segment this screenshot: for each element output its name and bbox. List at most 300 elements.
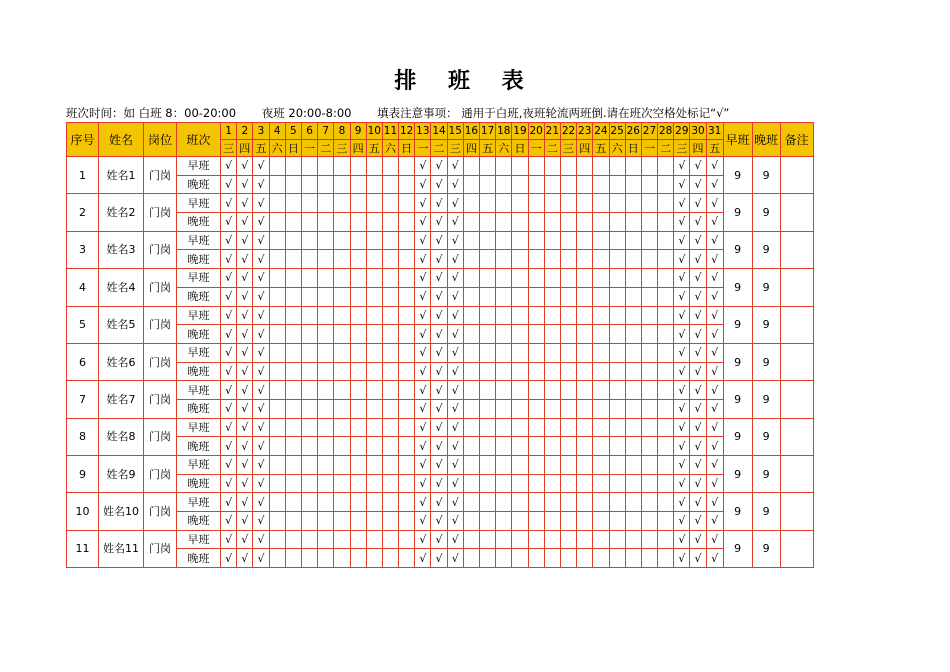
day-cell[interactable]	[480, 194, 496, 213]
day-cell[interactable]	[658, 306, 674, 325]
day-cell[interactable]	[301, 474, 317, 493]
day-cell[interactable]	[463, 418, 479, 437]
day-cell[interactable]: √	[447, 362, 463, 381]
day-cell[interactable]	[609, 343, 625, 362]
day-cell[interactable]	[496, 175, 512, 194]
day-cell[interactable]	[625, 194, 641, 213]
day-cell[interactable]: √	[447, 287, 463, 306]
day-cell[interactable]	[350, 530, 366, 549]
day-cell[interactable]: √	[253, 512, 269, 531]
day-cell[interactable]: √	[674, 269, 690, 288]
day-cell[interactable]	[269, 250, 285, 269]
day-cell[interactable]	[269, 194, 285, 213]
day-cell[interactable]	[528, 343, 544, 362]
day-cell[interactable]	[480, 399, 496, 418]
day-cell[interactable]	[512, 325, 528, 344]
day-cell[interactable]	[382, 269, 398, 288]
day-cell[interactable]	[577, 306, 593, 325]
day-cell[interactable]	[350, 287, 366, 306]
day-cell[interactable]	[366, 399, 382, 418]
day-cell[interactable]	[463, 437, 479, 456]
day-cell[interactable]	[301, 157, 317, 176]
day-cell[interactable]	[496, 213, 512, 232]
day-cell[interactable]: √	[221, 175, 237, 194]
day-cell[interactable]	[544, 250, 560, 269]
day-cell[interactable]: √	[221, 456, 237, 475]
day-cell[interactable]	[577, 493, 593, 512]
day-cell[interactable]	[350, 343, 366, 362]
day-cell[interactable]	[625, 306, 641, 325]
day-cell[interactable]	[560, 362, 576, 381]
day-cell[interactable]: √	[237, 418, 253, 437]
day-cell[interactable]: √	[674, 381, 690, 400]
day-cell[interactable]	[285, 399, 301, 418]
day-cell[interactable]	[366, 381, 382, 400]
day-cell[interactable]	[463, 194, 479, 213]
day-cell[interactable]: √	[431, 250, 447, 269]
day-cell[interactable]	[382, 306, 398, 325]
day-cell[interactable]: √	[415, 362, 431, 381]
day-cell[interactable]	[496, 306, 512, 325]
day-cell[interactable]	[512, 512, 528, 531]
day-cell[interactable]	[512, 437, 528, 456]
day-cell[interactable]: √	[690, 343, 706, 362]
day-cell[interactable]: √	[674, 456, 690, 475]
day-cell[interactable]: √	[221, 343, 237, 362]
remarks-cell[interactable]	[780, 306, 813, 343]
day-cell[interactable]	[593, 269, 609, 288]
day-cell[interactable]	[463, 362, 479, 381]
day-cell[interactable]	[528, 250, 544, 269]
day-cell[interactable]: √	[690, 362, 706, 381]
day-cell[interactable]: √	[447, 474, 463, 493]
day-cell[interactable]	[577, 549, 593, 568]
day-cell[interactable]	[641, 325, 657, 344]
day-cell[interactable]: √	[237, 157, 253, 176]
day-cell[interactable]	[366, 362, 382, 381]
day-cell[interactable]	[463, 493, 479, 512]
day-cell[interactable]: √	[221, 362, 237, 381]
day-cell[interactable]	[366, 194, 382, 213]
day-cell[interactable]	[641, 474, 657, 493]
day-cell[interactable]	[658, 287, 674, 306]
day-cell[interactable]	[625, 437, 641, 456]
day-cell[interactable]	[269, 549, 285, 568]
day-cell[interactable]	[382, 213, 398, 232]
day-cell[interactable]	[593, 362, 609, 381]
day-cell[interactable]	[334, 213, 350, 232]
day-cell[interactable]	[609, 418, 625, 437]
day-cell[interactable]	[463, 306, 479, 325]
day-cell[interactable]	[641, 213, 657, 232]
day-cell[interactable]	[382, 437, 398, 456]
day-cell[interactable]: √	[447, 269, 463, 288]
day-cell[interactable]	[399, 306, 415, 325]
day-cell[interactable]: √	[253, 381, 269, 400]
day-cell[interactable]	[318, 549, 334, 568]
day-cell[interactable]	[399, 194, 415, 213]
day-cell[interactable]	[366, 231, 382, 250]
day-cell[interactable]	[399, 437, 415, 456]
day-cell[interactable]	[577, 456, 593, 475]
day-cell[interactable]	[641, 194, 657, 213]
day-cell[interactable]: √	[221, 437, 237, 456]
day-cell[interactable]: √	[674, 530, 690, 549]
day-cell[interactable]: √	[237, 287, 253, 306]
day-cell[interactable]	[382, 549, 398, 568]
day-cell[interactable]: √	[237, 213, 253, 232]
day-cell[interactable]	[318, 250, 334, 269]
remarks-cell[interactable]	[780, 231, 813, 268]
remarks-cell[interactable]	[780, 530, 813, 567]
day-cell[interactable]: √	[447, 306, 463, 325]
day-cell[interactable]	[577, 418, 593, 437]
day-cell[interactable]	[318, 381, 334, 400]
day-cell[interactable]	[496, 157, 512, 176]
day-cell[interactable]: √	[415, 213, 431, 232]
day-cell[interactable]: √	[253, 306, 269, 325]
day-cell[interactable]	[350, 325, 366, 344]
day-cell[interactable]: √	[237, 456, 253, 475]
day-cell[interactable]: √	[447, 399, 463, 418]
day-cell[interactable]	[577, 175, 593, 194]
day-cell[interactable]	[480, 381, 496, 400]
day-cell[interactable]	[350, 175, 366, 194]
day-cell[interactable]: √	[690, 175, 706, 194]
day-cell[interactable]	[382, 287, 398, 306]
day-cell[interactable]	[560, 549, 576, 568]
day-cell[interactable]	[560, 343, 576, 362]
day-cell[interactable]: √	[237, 362, 253, 381]
day-cell[interactable]: √	[237, 493, 253, 512]
day-cell[interactable]	[350, 399, 366, 418]
day-cell[interactable]	[334, 437, 350, 456]
day-cell[interactable]: √	[221, 157, 237, 176]
day-cell[interactable]: √	[690, 381, 706, 400]
day-cell[interactable]	[658, 512, 674, 531]
day-cell[interactable]	[318, 474, 334, 493]
day-cell[interactable]	[560, 418, 576, 437]
day-cell[interactable]: √	[690, 157, 706, 176]
day-cell[interactable]	[382, 456, 398, 475]
day-cell[interactable]	[560, 194, 576, 213]
day-cell[interactable]: √	[706, 418, 723, 437]
day-cell[interactable]: √	[415, 530, 431, 549]
day-cell[interactable]	[641, 306, 657, 325]
day-cell[interactable]	[399, 399, 415, 418]
day-cell[interactable]	[480, 269, 496, 288]
day-cell[interactable]: √	[415, 269, 431, 288]
day-cell[interactable]	[544, 493, 560, 512]
day-cell[interactable]	[463, 287, 479, 306]
day-cell[interactable]	[480, 474, 496, 493]
day-cell[interactable]	[593, 493, 609, 512]
day-cell[interactable]	[463, 175, 479, 194]
day-cell[interactable]: √	[415, 456, 431, 475]
day-cell[interactable]	[480, 456, 496, 475]
day-cell[interactable]	[496, 250, 512, 269]
day-cell[interactable]: √	[706, 175, 723, 194]
day-cell[interactable]	[577, 399, 593, 418]
day-cell[interactable]	[560, 269, 576, 288]
day-cell[interactable]: √	[674, 362, 690, 381]
day-cell[interactable]	[285, 437, 301, 456]
day-cell[interactable]	[658, 381, 674, 400]
day-cell[interactable]	[528, 194, 544, 213]
day-cell[interactable]: √	[237, 194, 253, 213]
day-cell[interactable]	[528, 399, 544, 418]
day-cell[interactable]	[399, 287, 415, 306]
day-cell[interactable]	[577, 343, 593, 362]
day-cell[interactable]: √	[431, 418, 447, 437]
day-cell[interactable]: √	[237, 381, 253, 400]
day-cell[interactable]	[285, 362, 301, 381]
day-cell[interactable]	[609, 474, 625, 493]
day-cell[interactable]	[496, 493, 512, 512]
day-cell[interactable]	[463, 213, 479, 232]
day-cell[interactable]: √	[674, 194, 690, 213]
day-cell[interactable]	[577, 437, 593, 456]
day-cell[interactable]	[577, 362, 593, 381]
day-cell[interactable]: √	[415, 250, 431, 269]
day-cell[interactable]: √	[674, 437, 690, 456]
day-cell[interactable]	[301, 269, 317, 288]
day-cell[interactable]: √	[690, 399, 706, 418]
day-cell[interactable]: √	[674, 306, 690, 325]
day-cell[interactable]	[382, 362, 398, 381]
day-cell[interactable]	[658, 549, 674, 568]
day-cell[interactable]: √	[237, 549, 253, 568]
day-cell[interactable]	[658, 269, 674, 288]
day-cell[interactable]	[480, 213, 496, 232]
day-cell[interactable]	[625, 530, 641, 549]
day-cell[interactable]	[269, 493, 285, 512]
day-cell[interactable]	[593, 194, 609, 213]
day-cell[interactable]	[512, 194, 528, 213]
day-cell[interactable]	[382, 399, 398, 418]
day-cell[interactable]	[480, 493, 496, 512]
day-cell[interactable]	[399, 157, 415, 176]
day-cell[interactable]	[463, 512, 479, 531]
day-cell[interactable]: √	[706, 157, 723, 176]
day-cell[interactable]	[625, 399, 641, 418]
day-cell[interactable]	[334, 231, 350, 250]
day-cell[interactable]	[301, 306, 317, 325]
day-cell[interactable]	[480, 418, 496, 437]
day-cell[interactable]	[269, 175, 285, 194]
day-cell[interactable]	[641, 549, 657, 568]
day-cell[interactable]	[285, 194, 301, 213]
day-cell[interactable]	[318, 231, 334, 250]
day-cell[interactable]	[366, 325, 382, 344]
day-cell[interactable]	[496, 325, 512, 344]
day-cell[interactable]	[641, 157, 657, 176]
day-cell[interactable]: √	[447, 157, 463, 176]
day-cell[interactable]: √	[431, 325, 447, 344]
day-cell[interactable]	[463, 381, 479, 400]
day-cell[interactable]	[382, 157, 398, 176]
day-cell[interactable]	[496, 530, 512, 549]
day-cell[interactable]	[480, 512, 496, 531]
day-cell[interactable]	[609, 194, 625, 213]
day-cell[interactable]: √	[221, 306, 237, 325]
day-cell[interactable]: √	[431, 287, 447, 306]
day-cell[interactable]	[301, 231, 317, 250]
day-cell[interactable]: √	[706, 474, 723, 493]
day-cell[interactable]: √	[415, 474, 431, 493]
day-cell[interactable]: √	[690, 306, 706, 325]
day-cell[interactable]	[658, 343, 674, 362]
day-cell[interactable]	[318, 456, 334, 475]
day-cell[interactable]	[609, 213, 625, 232]
day-cell[interactable]	[512, 306, 528, 325]
day-cell[interactable]: √	[253, 362, 269, 381]
day-cell[interactable]: √	[431, 306, 447, 325]
day-cell[interactable]: √	[706, 306, 723, 325]
day-cell[interactable]	[382, 250, 398, 269]
day-cell[interactable]: √	[431, 474, 447, 493]
day-cell[interactable]	[625, 287, 641, 306]
day-cell[interactable]	[658, 399, 674, 418]
day-cell[interactable]: √	[706, 530, 723, 549]
day-cell[interactable]: √	[221, 194, 237, 213]
day-cell[interactable]	[593, 287, 609, 306]
day-cell[interactable]	[480, 343, 496, 362]
day-cell[interactable]	[641, 381, 657, 400]
day-cell[interactable]	[560, 306, 576, 325]
day-cell[interactable]	[593, 512, 609, 531]
day-cell[interactable]: √	[431, 493, 447, 512]
day-cell[interactable]: √	[221, 530, 237, 549]
day-cell[interactable]: √	[447, 213, 463, 232]
day-cell[interactable]	[625, 493, 641, 512]
day-cell[interactable]	[269, 437, 285, 456]
day-cell[interactable]: √	[415, 306, 431, 325]
day-cell[interactable]: √	[674, 231, 690, 250]
day-cell[interactable]	[399, 325, 415, 344]
day-cell[interactable]	[577, 530, 593, 549]
day-cell[interactable]	[512, 157, 528, 176]
day-cell[interactable]	[463, 325, 479, 344]
day-cell[interactable]: √	[221, 493, 237, 512]
day-cell[interactable]	[641, 343, 657, 362]
day-cell[interactable]	[658, 530, 674, 549]
day-cell[interactable]	[334, 175, 350, 194]
day-cell[interactable]	[463, 343, 479, 362]
day-cell[interactable]	[609, 362, 625, 381]
day-cell[interactable]: √	[690, 325, 706, 344]
day-cell[interactable]	[463, 456, 479, 475]
day-cell[interactable]	[512, 474, 528, 493]
day-cell[interactable]	[577, 512, 593, 531]
day-cell[interactable]	[382, 512, 398, 531]
day-cell[interactable]	[496, 549, 512, 568]
day-cell[interactable]	[512, 456, 528, 475]
day-cell[interactable]	[350, 306, 366, 325]
day-cell[interactable]: √	[221, 474, 237, 493]
day-cell[interactable]	[512, 418, 528, 437]
day-cell[interactable]	[528, 213, 544, 232]
day-cell[interactable]: √	[706, 287, 723, 306]
day-cell[interactable]	[641, 437, 657, 456]
day-cell[interactable]: √	[431, 175, 447, 194]
day-cell[interactable]	[641, 530, 657, 549]
day-cell[interactable]	[658, 194, 674, 213]
day-cell[interactable]	[593, 456, 609, 475]
day-cell[interactable]: √	[706, 231, 723, 250]
day-cell[interactable]	[301, 512, 317, 531]
remarks-cell[interactable]	[780, 157, 813, 194]
day-cell[interactable]	[350, 269, 366, 288]
day-cell[interactable]	[285, 325, 301, 344]
day-cell[interactable]	[301, 362, 317, 381]
day-cell[interactable]	[560, 437, 576, 456]
day-cell[interactable]	[593, 381, 609, 400]
day-cell[interactable]	[593, 157, 609, 176]
day-cell[interactable]: √	[415, 231, 431, 250]
day-cell[interactable]	[301, 194, 317, 213]
day-cell[interactable]	[285, 530, 301, 549]
day-cell[interactable]	[285, 231, 301, 250]
day-cell[interactable]	[399, 418, 415, 437]
day-cell[interactable]	[301, 213, 317, 232]
day-cell[interactable]	[593, 325, 609, 344]
day-cell[interactable]	[528, 157, 544, 176]
day-cell[interactable]: √	[415, 493, 431, 512]
day-cell[interactable]	[301, 325, 317, 344]
day-cell[interactable]: √	[415, 194, 431, 213]
day-cell[interactable]	[512, 269, 528, 288]
day-cell[interactable]	[625, 231, 641, 250]
day-cell[interactable]	[334, 157, 350, 176]
day-cell[interactable]	[301, 381, 317, 400]
day-cell[interactable]	[609, 549, 625, 568]
day-cell[interactable]	[334, 549, 350, 568]
day-cell[interactable]	[625, 250, 641, 269]
day-cell[interactable]: √	[237, 343, 253, 362]
day-cell[interactable]: √	[447, 231, 463, 250]
day-cell[interactable]	[658, 474, 674, 493]
day-cell[interactable]	[593, 549, 609, 568]
day-cell[interactable]	[318, 512, 334, 531]
day-cell[interactable]	[318, 343, 334, 362]
day-cell[interactable]	[318, 530, 334, 549]
remarks-cell[interactable]	[780, 269, 813, 306]
day-cell[interactable]	[350, 231, 366, 250]
day-cell[interactable]	[301, 418, 317, 437]
day-cell[interactable]: √	[431, 231, 447, 250]
day-cell[interactable]	[658, 325, 674, 344]
day-cell[interactable]: √	[447, 493, 463, 512]
day-cell[interactable]: √	[690, 287, 706, 306]
day-cell[interactable]	[625, 549, 641, 568]
day-cell[interactable]	[641, 493, 657, 512]
day-cell[interactable]	[625, 157, 641, 176]
day-cell[interactable]	[577, 250, 593, 269]
day-cell[interactable]	[463, 157, 479, 176]
day-cell[interactable]	[318, 157, 334, 176]
day-cell[interactable]	[382, 325, 398, 344]
day-cell[interactable]	[366, 530, 382, 549]
day-cell[interactable]: √	[221, 549, 237, 568]
day-cell[interactable]	[528, 381, 544, 400]
day-cell[interactable]: √	[690, 418, 706, 437]
day-cell[interactable]	[366, 493, 382, 512]
day-cell[interactable]	[560, 512, 576, 531]
day-cell[interactable]	[544, 512, 560, 531]
day-cell[interactable]	[285, 287, 301, 306]
day-cell[interactable]	[560, 287, 576, 306]
